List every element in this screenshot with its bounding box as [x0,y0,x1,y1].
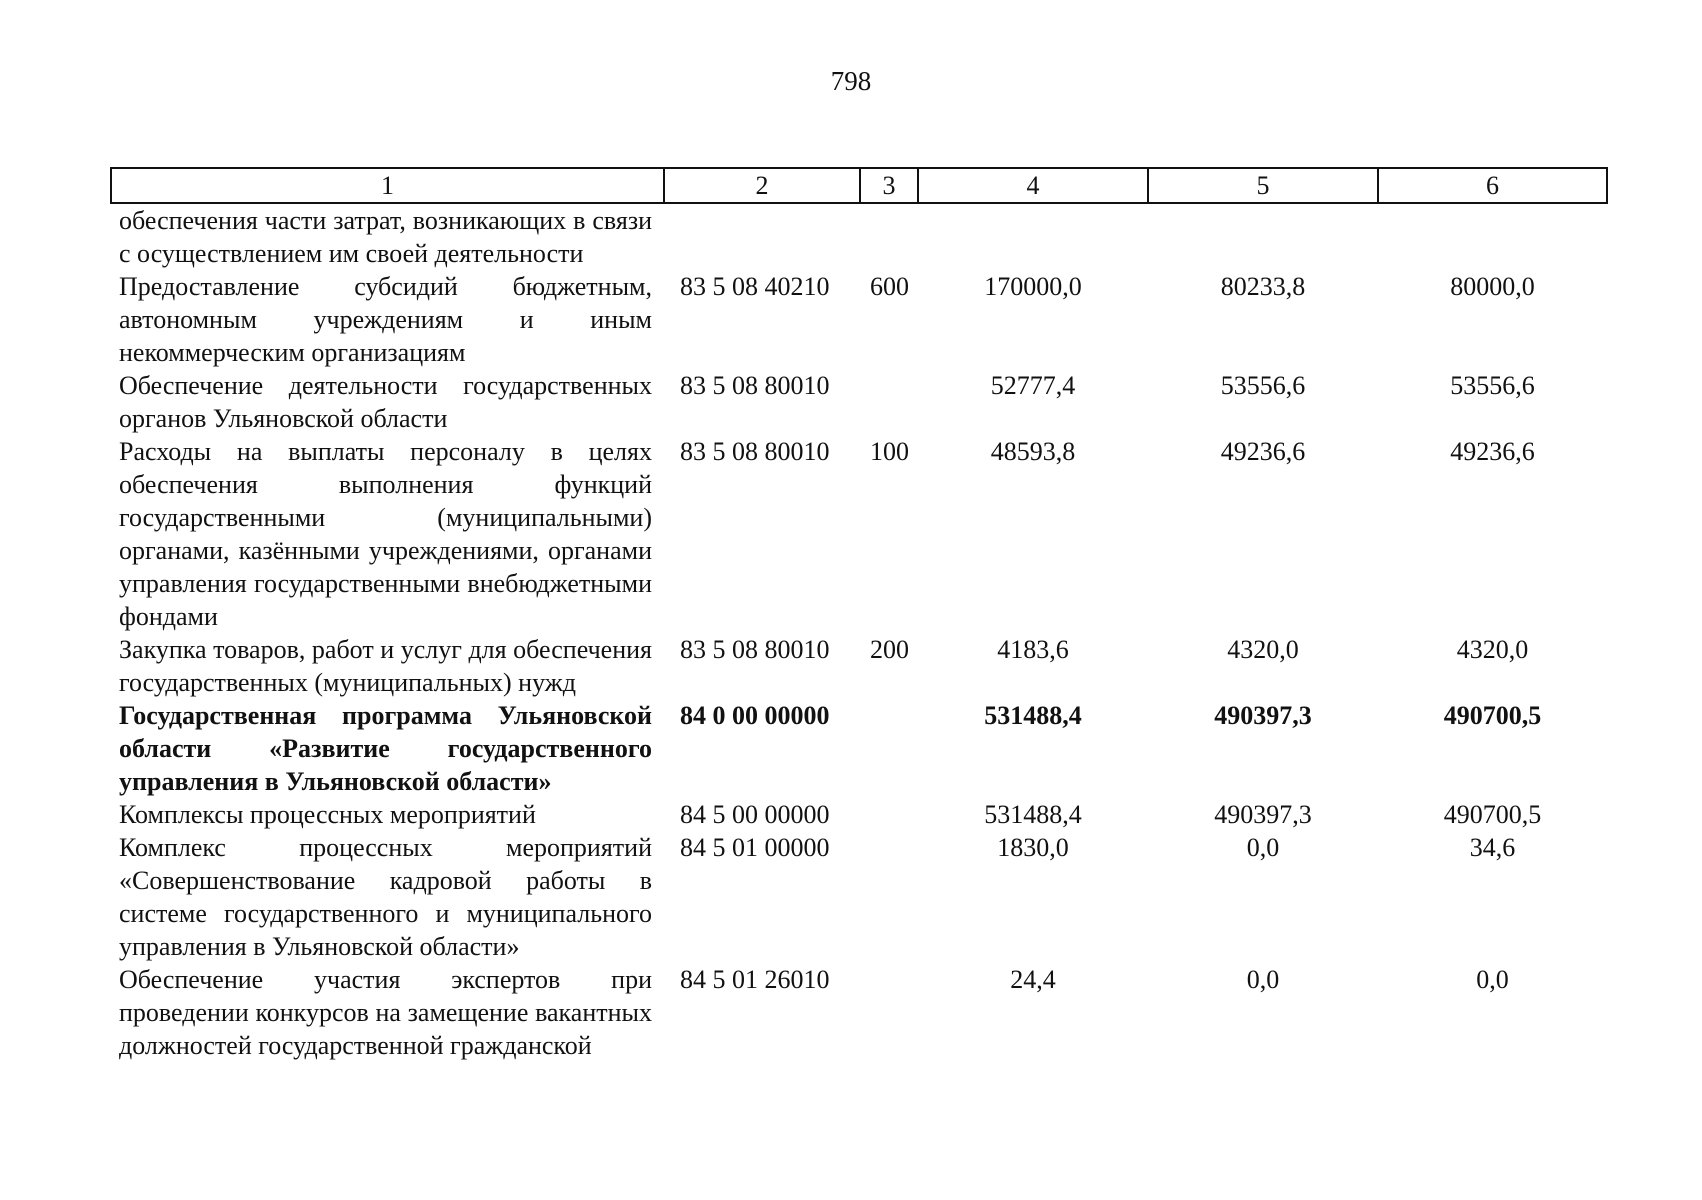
row-value-col-6: 0,0 [1476,965,1509,994]
row-value-col-4: 24,4 [1010,965,1056,994]
header-col-2: 2 [664,168,860,203]
row-value-col-4: 48593,8 [990,437,1076,466]
budget-table [110,167,1608,1062]
row-name: Закупка товаров, работ и услуг для обеспечения государственных (муниципальных) нужд [119,635,652,697]
table-row [111,831,1607,963]
row-expense-type [860,831,918,963]
row-value-col-4: 170000,0 [984,272,1082,301]
row-value-col-4 [918,203,1148,270]
row-value-col-5: 0,0 [1246,833,1280,862]
row-expense-type [860,798,918,831]
row-expense-type [860,369,918,435]
row-value-col-4: 531488,4 [984,800,1082,829]
table-row [111,369,1607,435]
header-row [111,168,1607,203]
row-value-col-5 [1148,203,1378,270]
page-number: 798 [830,66,872,96]
row-value-col-5: 490397,3 [1214,800,1312,829]
row-value-col-4: 1830,0 [997,833,1069,862]
row-name: Комплексы процессных мероприятий [119,800,536,829]
row-name: обеспечения части затрат, возникающих в связи с осуществлением им своей деятельности [119,206,652,268]
row-expense-type: 600 [870,272,909,301]
row-value-col-4: 531488,4 [984,701,1082,730]
row-value-col-6: 490700,5 [1443,701,1542,730]
table-row [111,203,1607,270]
row-value-col-6: 4320,0 [1456,635,1529,664]
table-row [111,633,1607,699]
table-row [111,798,1607,831]
row-expense-type [860,699,918,798]
header-col-5: 5 [1148,168,1378,203]
header-col-6: 6 [1378,168,1607,203]
row-value-col-4: 4183,6 [997,635,1069,664]
row-value-col-6: 490700,5 [1443,800,1542,829]
row-expense-type [860,963,918,1062]
row-code: 84 5 01 26010 [680,965,830,994]
table-row [111,963,1607,1062]
row-code: 84 5 01 00000 [680,833,830,862]
row-value-col-6: 34,6 [1469,833,1516,862]
row-value-col-6: 53556,6 [1450,371,1535,400]
row-value-col-5: 490397,3 [1214,701,1312,730]
budget-table-container [110,167,1606,1062]
row-code: 83 5 08 40210 [680,272,830,301]
row-value-col-5: 0,0 [1246,965,1280,994]
row-expense-type: 100 [870,437,909,466]
row-code [664,203,860,270]
row-code: 83 5 08 80010 [680,371,830,400]
table-row [111,435,1607,633]
row-value-col-5: 49236,6 [1220,437,1306,466]
row-code: 83 5 08 80010 [680,437,830,466]
row-code: 84 0 00 00000 [680,701,830,730]
row-code: 83 5 08 80010 [680,635,830,664]
row-value-col-5: 4320,0 [1227,635,1299,664]
row-value-col-4: 52777,4 [990,371,1076,400]
row-expense-type [860,203,918,270]
table-body [111,203,1607,1062]
row-name: Обеспечение участия экспертов при проведении конкурсов на замещение вакантных должностей государственной гражданской [119,965,652,1060]
row-name: Расходы на выплаты персоналу в целях обеспечения выполнения функций государственными (муниципальными) органами, казёнными учреждениями, органами управления государственными внебюджетными фондами [119,437,652,631]
row-value-col-6: 49236,6 [1450,437,1535,466]
table-row [111,270,1607,369]
row-value-col-6: 80000,0 [1450,272,1535,301]
table-header [111,168,1607,203]
row-name: Комплекс процессных мероприятий «Совершенствование кадровой работы в системе государственного и муниципального управления в Ульяновской области» [119,833,652,961]
header-col-1: 1 [111,168,664,203]
row-value-col-5: 53556,6 [1220,371,1306,400]
row-value-col-5: 80233,8 [1220,272,1306,301]
row-name: Государственная программа Ульяновской области «Развитие государственного управления в Ульяновской области» [119,701,652,796]
row-name: Предоставление субсидий бюджетным, автономным учреждениям и иным некоммерческим организациям [119,272,652,367]
row-value-col-6 [1378,203,1607,270]
row-expense-type: 200 [870,635,909,664]
row-name: Обеспечение деятельности государственных органов Ульяновской области [119,371,652,433]
table-row [111,699,1607,798]
header-col-3: 3 [860,168,918,203]
row-code: 84 5 00 00000 [680,800,830,829]
header-col-4: 4 [918,168,1148,203]
